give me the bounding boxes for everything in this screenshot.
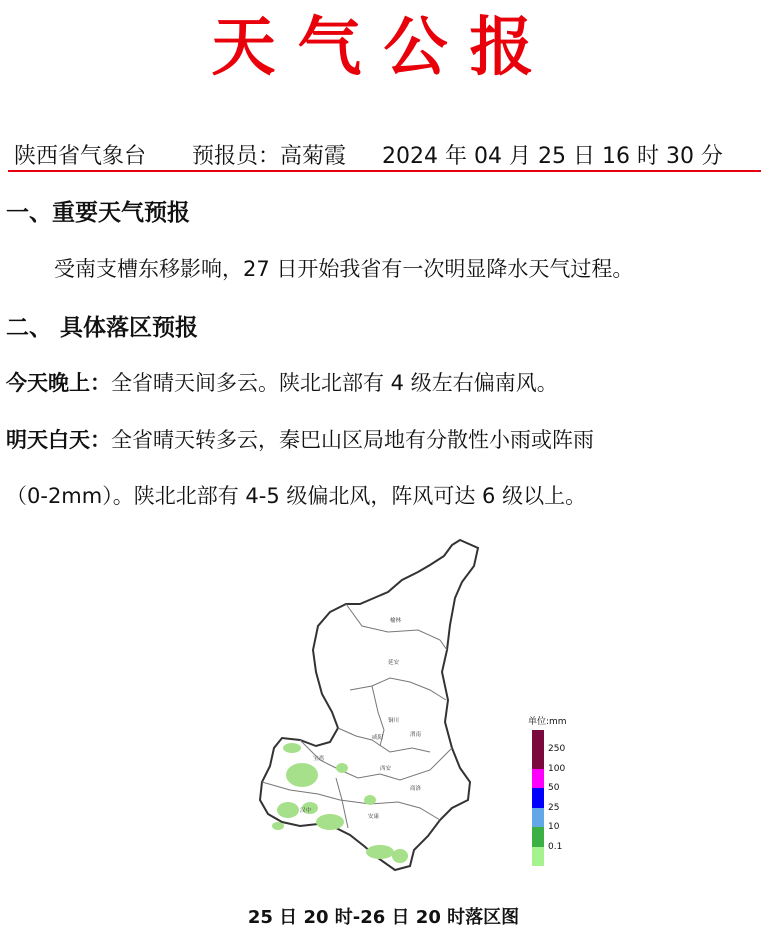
legend-swatch (532, 749, 544, 768)
legend-swatch-top (532, 730, 544, 749)
header-divider (8, 170, 761, 172)
map-label-baoji: 宝鸡 (313, 756, 325, 762)
tomorrow-label: 明天白天： (6, 428, 111, 452)
legend-level-label: 0.1 (548, 841, 563, 852)
province-outline (260, 540, 478, 870)
tomorrow-text-1: 全省晴天转多云，秦巴山区局地有分散性小雨或阵雨 (111, 428, 594, 452)
map-label-xian: 西安 (380, 766, 392, 772)
legend-unit: 单位:mm (528, 717, 567, 727)
tonight-label: 今天晚上： (6, 371, 111, 395)
legend-swatch (532, 847, 544, 866)
map-label-hanzhong: 汉中 (300, 808, 312, 814)
section-2-heading: 二、 具体落区预报 (6, 315, 199, 341)
legend-swatch (532, 827, 544, 846)
legend-colorbar (532, 730, 544, 866)
legend-level-label: 50 (548, 783, 560, 794)
map-label-xianyang: 咸阳 (372, 735, 384, 741)
forecaster-name: 预报员：高菊霞 (192, 144, 347, 169)
map-label-ankang: 安康 (368, 814, 380, 820)
map-label-tongchuan: 铜川 (388, 718, 400, 724)
tonight-text: 全省晴天间多云。陕北北部有 4 级左右偏南风。 (111, 371, 558, 395)
legend-swatch (532, 808, 544, 827)
tomorrow-forecast-cont: （0-2mm）。陕北北部有 4-5 级偏北风，阵风可达 6 级以上。 (6, 484, 587, 508)
issue-datetime: 2024 年 04 月 25 日 16 时 30 分 (382, 144, 723, 169)
legend-swatch (532, 788, 544, 807)
section-1-heading: 一、重要天气预报 (6, 200, 190, 226)
legend-labels (548, 730, 588, 866)
bulletin-header (14, 140, 762, 174)
tomorrow-forecast (6, 424, 594, 456)
legend-swatch (532, 769, 544, 788)
legend-level-label: 10 (548, 822, 560, 833)
legend-level-label: 100 (548, 763, 566, 774)
map-label-yanan: 延安 (388, 660, 400, 666)
map-label-weinan: 渭南 (410, 732, 422, 738)
legend-level-label: 25 (548, 802, 560, 813)
legend-level-label: 250 (548, 744, 566, 755)
section-1-text: 受南支槽东移影响，27 日开始我省有一次明显降水天气过程。 (54, 257, 634, 281)
bulletin-title: 天气公报 (211, 10, 556, 85)
tonight-forecast (6, 367, 558, 399)
map-label-yulin: 榆林 (390, 618, 402, 624)
agency-name: 陕西省气象台 (14, 144, 147, 169)
map-caption: 25 日 20 时-26 日 20 时落区图 (247, 907, 520, 928)
precip-legend (520, 712, 600, 872)
map-label-shangluo: 商洛 (410, 786, 422, 792)
